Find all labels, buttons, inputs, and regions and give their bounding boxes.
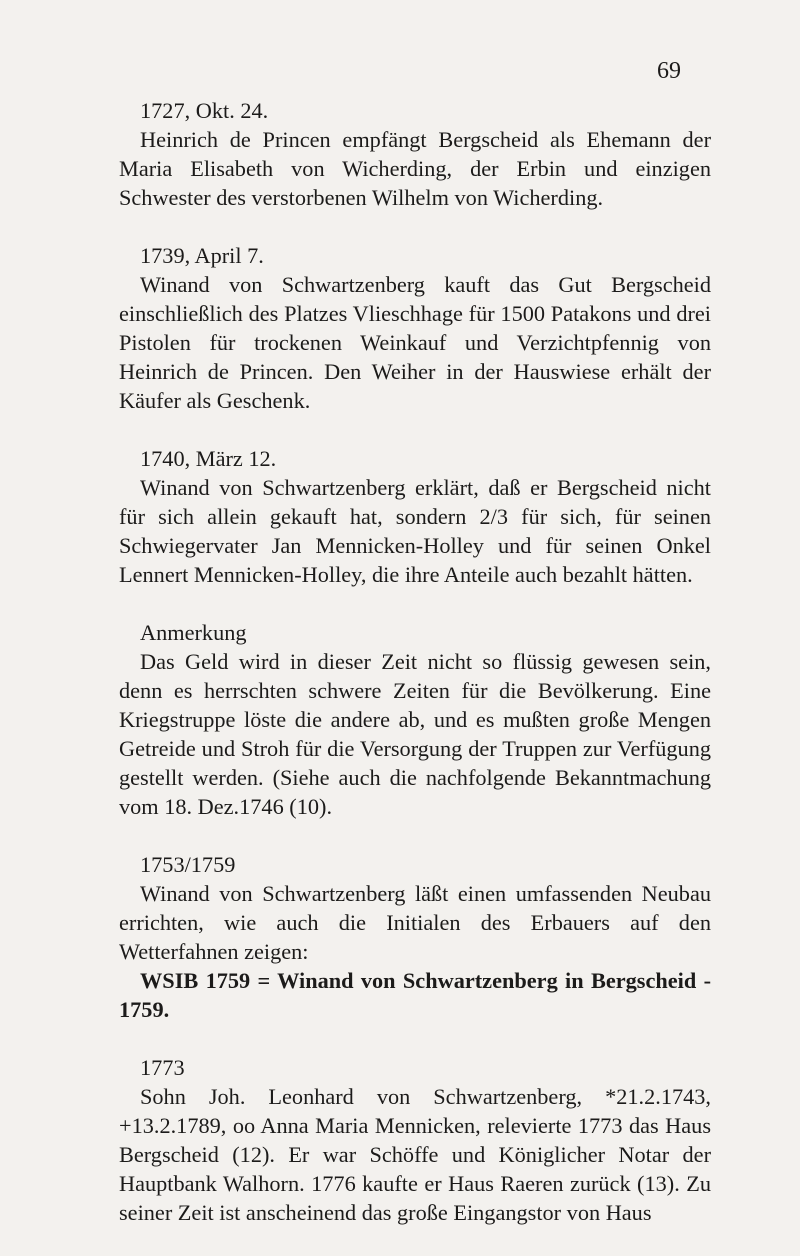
entry-1740	[119, 444, 711, 589]
page-number: 69	[657, 58, 681, 84]
entry-1739	[119, 241, 711, 415]
entry-1773	[119, 1053, 711, 1227]
entry-date: 1773	[140, 1055, 185, 1080]
inscription-bold: WSIB 1759 = Winand von Schwartzenberg in Bergscheid - 1759.	[119, 968, 711, 1022]
entry-text: Sohn Joh. Leonhard von Schwartzenberg, *21.2.1743, +13.2.1789, oo Anna Maria Mennicken, relevierte 1773 das Haus Bergscheid (12). Er war Schöffe und Königlicher Notar der Hauptbank Walhorn. 1776 kaufte er Haus Raeren zurück (13). Zu seiner Zeit ist anscheinend das große Eingangstor von Haus	[119, 1084, 711, 1225]
entry-text: Heinrich de Princen empfängt Bergscheid als Ehemann der Maria Elisabeth von Wicherding, der Erbin und einzigen Schwester des verstorbenen Wilhelm von Wicherding.	[119, 127, 711, 210]
entry-date: 1740, März 12.	[140, 446, 277, 471]
entry-anmerkung	[119, 618, 711, 821]
entry-date: 1739, April 7.	[140, 243, 264, 268]
entry-text: Winand von Schwartzenberg erklärt, daß er Bergscheid nicht für sich allein gekauft hat, sondern 2/3 für sich, für seinen Schwiegervater Jan Mennicken-Holley und für seinen Onkel Lennert Mennicken-Holley, die ihre Anteile auch bezahlt hätten.	[119, 475, 711, 587]
entry-date: 1727, Okt. 24.	[140, 98, 269, 123]
note-text: Das Geld wird in dieser Zeit nicht so flüssig gewesen sein, denn es herrschten schwere Zeiten für die Bevölkerung. Eine Kriegstruppe löste die andere ab, und es mußten große Mengen Getreide und Stroh für die Versorgung der Truppen zur Verfügung gestellt werden. (Siehe auch die nachfolgende Bekanntmachung vom 18. Dez.1746 (10).	[119, 649, 711, 819]
entry-1727	[119, 96, 711, 212]
note-heading: Anmerkung	[140, 620, 247, 645]
entry-1753-1759	[119, 850, 711, 1024]
entry-date: 1753/1759	[140, 852, 236, 877]
page-body	[119, 96, 711, 1256]
entry-text: Winand von Schwartzenberg kauft das Gut Bergscheid einschließlich des Platzes Vlieschhage für 1500 Patakons und drei Pistolen für trockenen Weinkauf und Verzichtpfennig von Heinrich de Princen. Den Weiher in der Hauswiese erhält der Käufer als Geschenk.	[119, 272, 711, 413]
entry-text: Winand von Schwartzenberg läßt einen umfassenden Neubau errichten, wie auch die Initialen des Erbauers auf den Wetterfahnen zeigen:	[119, 881, 711, 964]
